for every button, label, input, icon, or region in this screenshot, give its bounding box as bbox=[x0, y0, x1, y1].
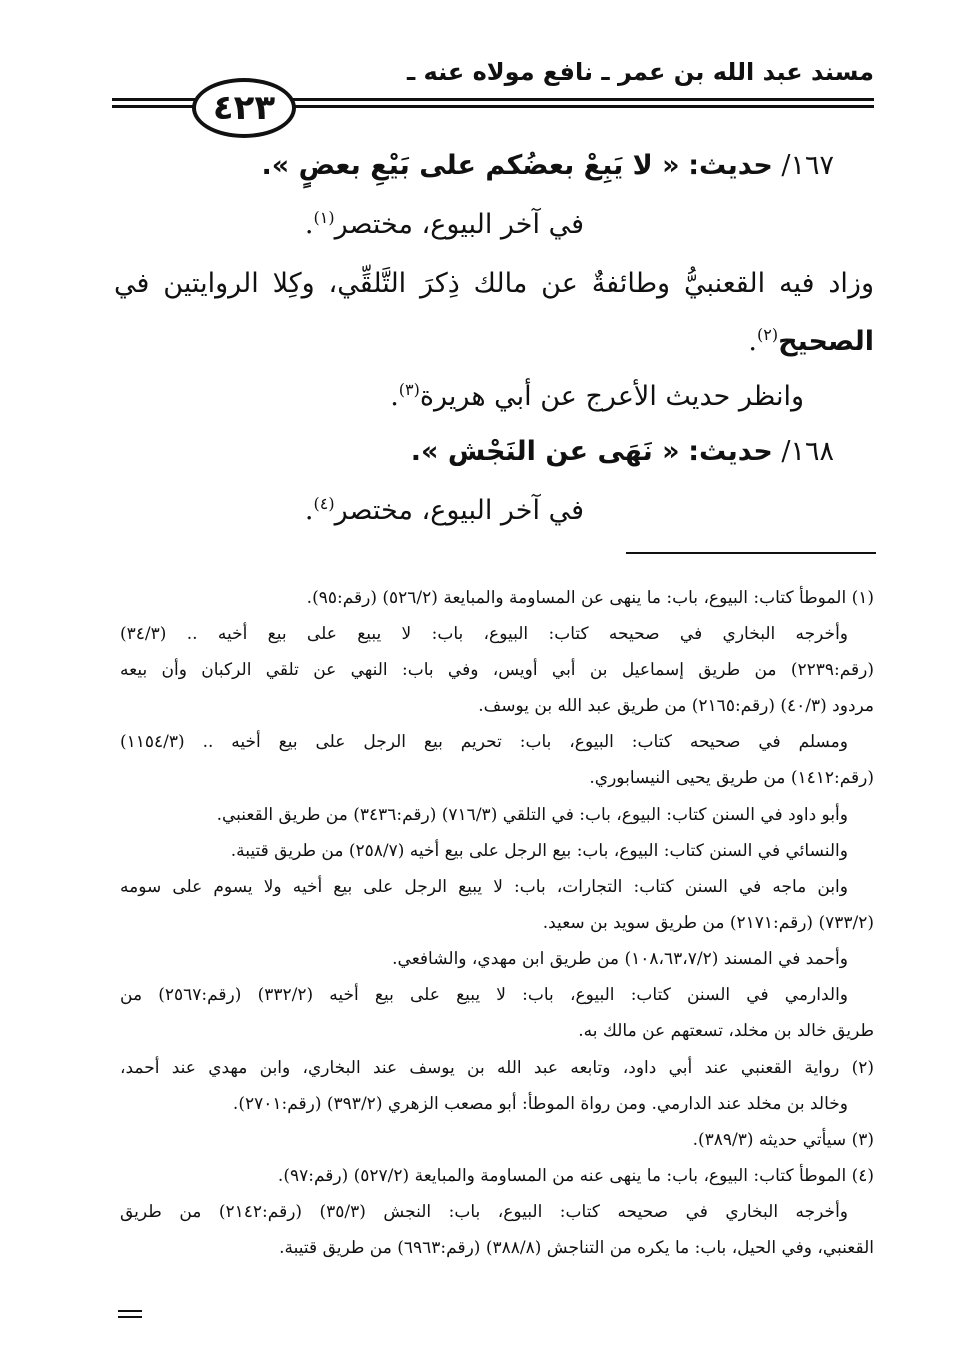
hadith-168-label: حديث: bbox=[688, 436, 773, 467]
footnote-1-line-10: (٧٣٣/٢) (رقم:٢١٧١) من طريق سويد بن سعيد. bbox=[542, 913, 874, 933]
footnote-1-line-2: وأخرجه البخاري في صحيحه كتاب: البيوع، باب: لا يبيع على بيع أخيه .. (٣٤/٣) bbox=[120, 624, 848, 644]
running-title: مسند عبد الله بن عمر ـ نافع مولاه عنه ـ bbox=[406, 58, 874, 86]
footnote-1-line-5: ومسلم في صحيحه كتاب: البيوع، باب: تحريم بيع الرجل على بيع أخيه .. (١١٥٤/٣) bbox=[120, 732, 848, 752]
zad-paragraph-line1: وزاد فيه القعنبيُّ وطائفةٌ عن مالك ذِكرَ التَّلقِّي، وكِلا الروايتين في bbox=[114, 268, 874, 299]
footnote-ref-2: (٢) bbox=[756, 325, 779, 344]
hadith-168-heading bbox=[411, 436, 834, 467]
hadith-167-heading bbox=[262, 150, 835, 181]
footnote-separator bbox=[626, 552, 876, 554]
hadith-168-text: « نَهَى عن النَجْش ». bbox=[410, 436, 680, 467]
unzur-text: وانظر حديث الأعرج عن أبي هريرة bbox=[419, 381, 804, 412]
sahih-word: الصحيح bbox=[778, 326, 874, 357]
footnote-4-line-1: (٤) الموطأ كتاب: البيوع، باب: ما ينهى عنه من المساومة والمبايعة (٥٢٧/٢) (رقم:٩٧). bbox=[277, 1166, 874, 1186]
page-number: ٤٢٣ bbox=[212, 88, 276, 128]
hadith-167-text: « لا يَبِعْ بعضُكم على بَيْعِ بعضٍ ». bbox=[261, 150, 680, 181]
footnote-1-line-11: وأحمد في المسند (١٠٨،٦٣،٧/٢) من طريق ابن مهدي، والشافعي. bbox=[392, 949, 848, 969]
hadith-167-number: ١٦٧/ bbox=[781, 150, 834, 181]
footnote-1-line-1: (١) الموطأ كتاب: البيوع، باب: ما ينهى عن المساومة والمبايعة (٥٢٦/٢) (رقم:٩٥). bbox=[306, 588, 874, 608]
footnote-2-line-2: وخالد بن مخلد عند الدارمي. ومن رواة الموطأ: أبو مصعب الزهري (٣٩٣/٢) (رقم:٢٧٠١). bbox=[232, 1094, 848, 1114]
footnote-1-line-9: وابن ماجه في السنن كتاب: التجارات، باب: لا يبيع الرجل على بيع أخيه ولا يسوم على سومه bbox=[120, 877, 848, 897]
footnote-3-line-1: (٣) سيأتي حديثه (٣٨٩/٣). bbox=[692, 1130, 874, 1150]
footnote-1-line-12: والدارمي في السنن كتاب: البيوع، باب: لا يبيع على بيع أخيه (٣٣٢/٢) (رقم:٢٥٦٧) من bbox=[120, 985, 849, 1005]
page-number-frame bbox=[192, 78, 296, 138]
continuation-mark bbox=[118, 1310, 142, 1322]
hadith-167-location-text: في آخر البيوع، مختصر bbox=[334, 209, 584, 240]
hadith-167-location: في آخر البيوع، مختصر$^{(١)}$. bbox=[304, 208, 584, 240]
footnote-1-line-13: طريق خالد بن مخلد، تسعتهم عن مالك به. bbox=[578, 1021, 874, 1041]
footnote-1-line-6: (رقم:١٤١٢) من طريق يحيى النيسابوري. bbox=[589, 768, 874, 788]
footnote-2-line-1: (٢) رواية القعنبي عند أبي داود، وتابعه عبد الله بن يوسف عند البخاري، وابن مهدي عند أحمد، bbox=[120, 1058, 874, 1078]
footnote-1-line-4: مردود (٤٠/٣) (رقم:٢١٦٥) من طريق عبد الله بن يوسف. bbox=[478, 696, 874, 716]
footnote-1-line-7: وأبو داود في السنن كتاب: البيوع، باب: في التلقي (٧١٦/٣) (رقم:٣٤٣٦) من طريق القعنبي. bbox=[216, 805, 848, 825]
footnote-ref-1: (١) bbox=[313, 208, 335, 227]
footnote-4-line-2: وأخرجه البخاري في صحيحه كتاب: البيوع، باب: النجش (٣٥/٣) (رقم:٢١٤٢) من طريق bbox=[120, 1202, 848, 1222]
footnote-1-line-3: (رقم:٢٢٣٩) من طريق إسماعيل بن أبي أويس، وفي باب: النهي عن تلقي الركبان وأن بيعه bbox=[120, 660, 874, 680]
unzur-line: وانظر حديث الأعرج عن أبي هريرة$^{(٣)}$. bbox=[390, 380, 804, 412]
hadith-168-location-text: في آخر البيوع، مختصر bbox=[334, 495, 584, 526]
footnote-ref-3: (٣) bbox=[398, 380, 420, 399]
footnote-ref-4: (٤) bbox=[313, 494, 335, 513]
hadith-167-label: حديث: bbox=[688, 150, 773, 181]
zad-paragraph-line2: الصحيح$^{(٢)}$. bbox=[748, 325, 874, 357]
hadith-168-number: ١٦٨/ bbox=[781, 436, 834, 467]
footnote-1-line-8: والنسائي في السنن كتاب: البيوع، باب: بيع الرجل على بيع أخيه (٢٥٨/٧) من طريق قتيبة. bbox=[230, 841, 848, 861]
hadith-168-location: في آخر البيوع، مختصر$^{(٤)}$. bbox=[304, 494, 584, 526]
footnote-4-line-3: القعنبي، وفي الحيل، باب: ما يكره من التناجش (٣٨٨/٨) (رقم:٦٩٦٣) من طريق قتيبة. bbox=[279, 1238, 874, 1258]
